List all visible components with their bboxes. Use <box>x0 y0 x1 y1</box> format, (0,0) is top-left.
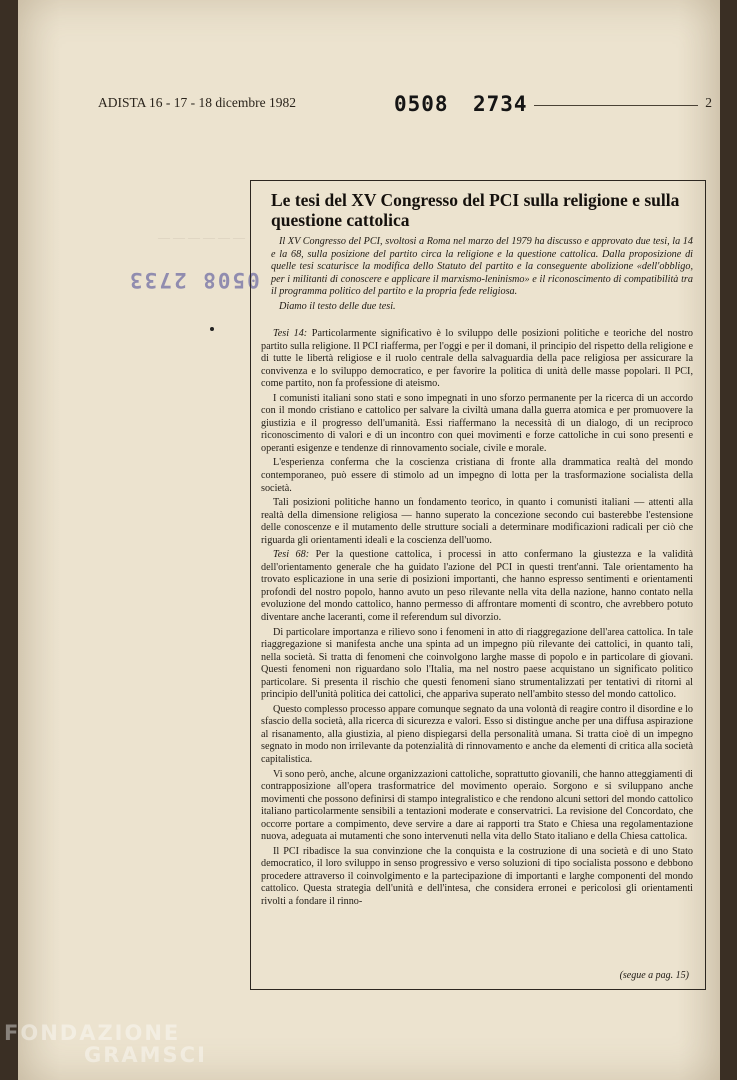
watermark-logo <box>4 1021 207 1067</box>
intro-closing: Diamo il testo delle due tesi. <box>279 300 396 312</box>
bleed-through-text: — — — — — — <box>158 230 245 244</box>
paragraph: Tali posizioni politiche hanno un fondamento teorico, in quanto i comunisti italiani — attenti alla realtà della dimensione religiosa — hanno superato la concezione secondo cui basterebbe l'estensione delle conoscenze e il mutamento delle strutture sociali a determinare modificazioni radicali per ciò che riguarda gli orientamenti ideali e la coscienza dell'uomo. <box>261 497 693 546</box>
paragraph: Di particolare importanza e rilievo sono i fenomeni in atto di riaggregazione dell'area cattolica. In tale riaggregazione si manifesta anche una spinta ad un impegno più rilevante dei cattolici, in quanto tali, nella società. Si tratta di fenomeni che coinvolgono larghe masse di popolo e in particolare di giovani. Questi fenomeni non riguardano solo l'Italia, ma nel nostro paese acquistano un significato politico particolare. Si presenta il rischio che questi fenomeni siano strumentalizzati per tentativi di ritorni al principio dell'unità politica dei cattolici, che appariva superato nell'ambito stesso del mondo cattolico. <box>261 626 693 701</box>
header-rule <box>534 105 698 106</box>
article-box <box>250 180 706 990</box>
article-body <box>261 328 693 909</box>
article-intro: Il XV Congresso del PCI, svoltosi a Roma nel marzo del 1979 ha discusso e approvato due tesi, la 14 e la 68, sulla posizione del partito circa la religione e la questione cattolica. Dalla proposizione di quelle tesi scaturisce la modifica dello Statuto del partito e la conseguente abolizione «dell'obbligo, per i militanti di conoscere e applicare il marxismo-leninismo» e il riconoscimento di compatibilità tra il programma politico del partito e la propria fede religiosa. <box>271 236 693 298</box>
tesi14-label: Tesi 14: <box>273 327 308 339</box>
document-number-1: 0508 <box>394 92 449 116</box>
watermark-line-1: FONDAZIONE <box>4 1021 181 1045</box>
article-title: Le tesi del XV Congresso del PCI sulla religione e sulla questione cattolica <box>271 190 680 230</box>
watermark-line-2: GRAMSCI <box>84 1043 207 1067</box>
tesi68-label: Tesi 68: <box>273 549 310 561</box>
page-number: 2 <box>705 95 712 110</box>
paragraph: Questo complesso processo appare comunque segnato da una volontà di reagire contro il disordine e lo sfascio della società, alla ricerca di sicurezza e valori. Esso si distingue anche per una diffusa aspirazione al risanamento, alla giustizia, al pieno dispiegarsi della personalità umana. Si tratta cioè di un impegno segnato in modo non irrilevante da potenzialità di rinnovamento e anche da elementi di critica alla società capitalistica. <box>261 703 693 766</box>
document-number-2: 2734 <box>473 92 528 116</box>
archive-stamp: 0508 2733 <box>128 268 260 292</box>
paragraph: Vi sono però, anche, alcune organizzazioni cattoliche, soprattutto giovanili, che hanno atteggiamenti di contrapposizione all'opera trasformatrice del movimento operaio. Sorgono e si sviluppano anche movimenti che possono definirsi di stampo integralistico e che rendono alcuni settori del mondo cattolico italiano particolarmente sensibili a tentazioni moderate e conservatrici. La revisione del Concordato, che occorre portare a compimento, deve servire a dare ai rapporti tra Stato e Chiesa una regolamentazione nuova, adeguata ai mutamenti che sono intervenuti nella vita dello Stato italiano e della Chiesa cattolica. <box>261 768 693 843</box>
paragraph: Il PCI ribadisce la sua convinzione che la conquista e la costruzione di una società e di uno Stato democratico, il loro sviluppo in senso progressivo e verso soluzioni di tipo socialista possono e debbono procedere attraverso il coinvolgimento e la partecipazione di importanti e larghe componenti del mondo cattolico. Questa strategia dell'unità e dell'intesa, che considera erronei e pericolosi gli orientamenti rivolti a fondare il rinno- <box>261 845 693 908</box>
paragraph-text: Per la questione cattolica, i processi in atto confermano la giustezza e la validità dell'orientamento generale che ha guidato l'azione del PCI in questi trent'anni. Tale orientamento ha trovato esplicazione in una serie di posizioni importanti, che hanno espresso sentimenti e orientamenti profondi del nostro popolo, hanno avuto un peso rilevante nella vita della nazione, hanno contato nella evoluzione del mondo cattolico, hanno permesso di affrontare momenti di scontro, che avrebbero potuto diventare anche laceranti, come il referendum sul divorzio. <box>261 549 693 623</box>
page-header <box>98 93 712 117</box>
ink-dot <box>210 327 214 331</box>
document-page <box>18 0 720 1080</box>
issue-label: ADISTA 16 - 17 - 18 dicembre 1982 <box>98 95 297 110</box>
paragraph-text: Particolarmente significativo è lo sviluppo delle posizioni politiche e teoriche del nostro partito sulla religione. Il PCI riafferma, per l'oggi e per il domani, il principio del rispetto della religione e di tutte le libertà religiose e il ruolo centrale della salvaguardia della pace religiosa per assicurare la convivenza e lo sviluppo democratico, e per favorire la politica di unità delle masse popolari. Il PCI, come partito, non fa professione di ateismo. <box>261 327 694 390</box>
continuation-note: (segue a pag. 15) <box>619 970 689 981</box>
paragraph: I comunisti italiani sono stati e sono impegnati in uno sforzo permanente per la ricerca di un accordo con il mondo cristiano e cattolico per salvare la civiltà umana dalla guerra atomica e per promuovere la giustizia e il progresso dell'umanità. Essi riaffermano la necessità di un dialogo, di un reciproco riconoscimento di valori e di un incontro con quei movimenti e forze cattoliche in cui sono presenti e operanti esigenze e tendenze di rinnovamento sociale, civile e morale. <box>261 392 693 454</box>
paragraph <box>261 328 693 391</box>
paragraph: L'esperienza conferma che la coscienza cristiana di fronte alla drammatica realtà del mondo contemporaneo, può essere di stimolo ad un impegno di lotta per la trasformazione socialista della società. <box>261 457 693 494</box>
paragraph <box>261 549 693 624</box>
